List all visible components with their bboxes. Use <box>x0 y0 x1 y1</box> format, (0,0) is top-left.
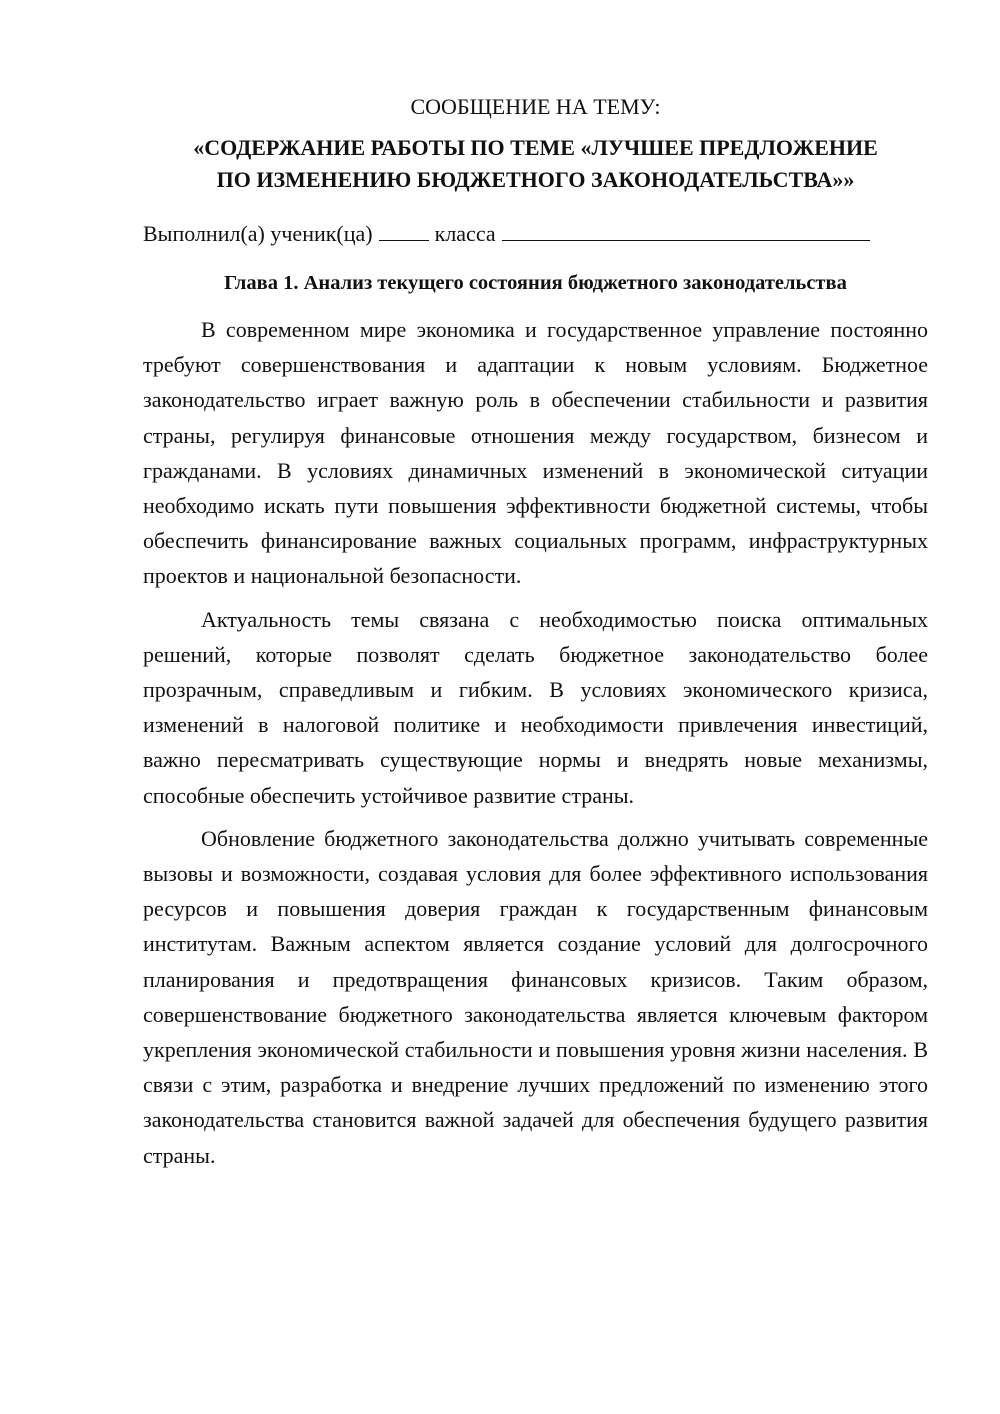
class-number-blank <box>379 220 429 241</box>
document-page <box>143 92 928 1181</box>
author-line <box>143 218 928 250</box>
document-label: СООБЩЕНИЕ НА ТЕМУ: <box>410 94 661 119</box>
paragraph-2: Актуальность темы связана с необходимостью поиска оптимальных решений, которые позволят сделать бюджетное законодательство более прозрачным, справедливым и гибким. В условиях экономического кризиса, изменений в налоговой политике и необходимости привлечения инвестиций, важно пересматривать существующие нормы и внедрять новые механизмы, способные обеспечить устойчивое развитие страны. <box>143 606 928 808</box>
document-title-line-2: ПО ИЗМЕНЕНИЮ БЮДЖЕТНОГО ЗАКОНОДАТЕЛЬСТВА»» <box>216 167 855 192</box>
paragraph-1: В современном мире экономика и государственное управление постоянно требуют совершенствования и адаптации к новым условиям. Бюджетное законодательство играет важную роль в обеспечении стабильности и развития страны, регулируя финансовые отношения между государством, бизнесом и гражданами. В условиях динамичных изменений в экономической ситуации необходимо искать пути повышения эффективности бюджетной системы, чтобы обеспечить финансирование важных социальных программ, инфраструктурных проектов и национальной безопасности. <box>143 317 928 589</box>
document-title-line-1: «СОДЕРЖАНИЕ РАБОТЫ ПО ТЕМЕ «ЛУЧШЕЕ ПРЕДЛОЖЕНИЕ <box>193 135 878 160</box>
paragraph-3: Обновление бюджетного законодательства должно учитывать современные вызовы и возможности, создавая условия для более эффективного использования ресурсов и повышения доверия граждан к государственным финансовым институтам. Важным аспектом является создание условий для долгосрочного планирования и предотвращения финансовых кризисов. Таким образом, совершенствование бюджетного законодательства является ключевым фактором укрепления экономической стабильности и повышения уровня жизни населения. В связи с этим, разработка и внедрение лучших предложений по изменению этого законодательства становится важной задачей для обеспечения будущего развития страны. <box>143 825 928 1168</box>
chapter-heading: Глава 1. Анализ текущего состояния бюджетного законодательства <box>224 272 847 294</box>
document-title <box>143 132 928 196</box>
author-prefix: Выполнил(а) ученик(ца) <box>143 221 373 246</box>
student-name-blank <box>502 220 870 241</box>
author-class-word: класса <box>434 221 496 246</box>
